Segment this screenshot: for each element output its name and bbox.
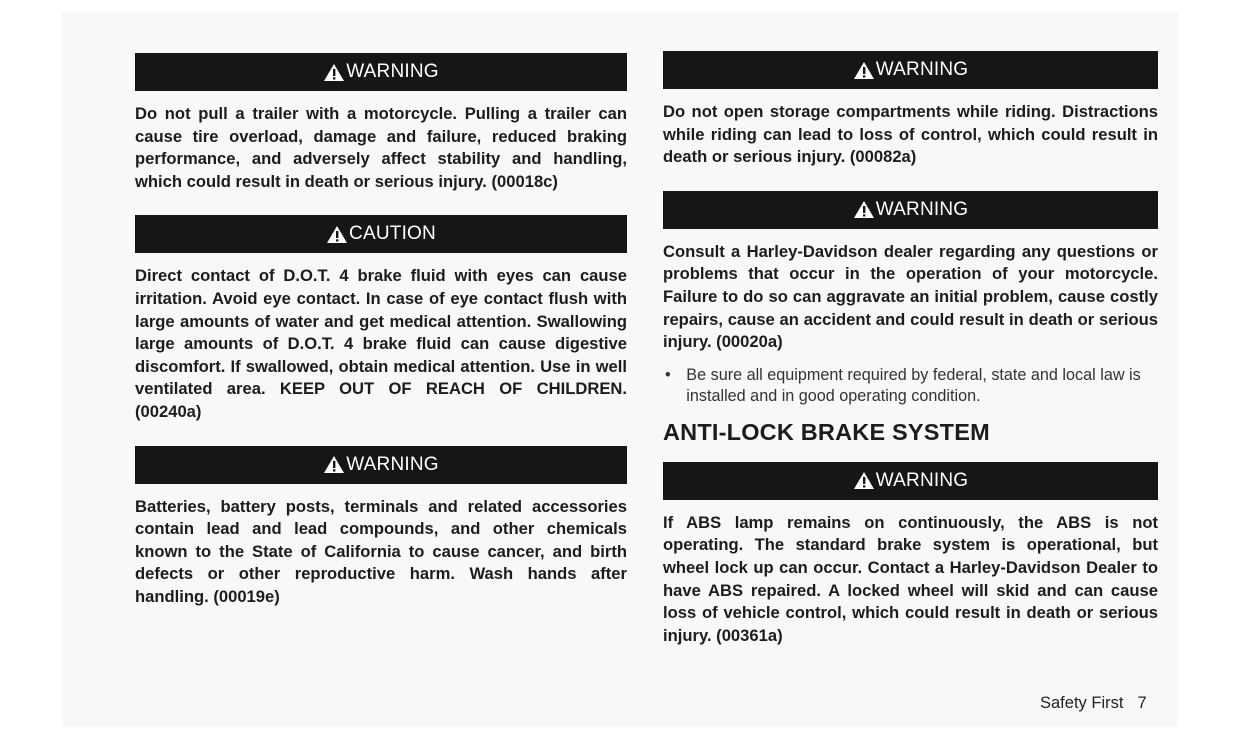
warning-triangle-icon	[853, 200, 875, 219]
banner-label: WARNING	[875, 469, 969, 491]
banner-label: CAUTION	[349, 223, 436, 245]
warning-banner	[663, 462, 1158, 500]
warning-triangle-icon	[323, 455, 345, 474]
warning-banner	[135, 53, 627, 91]
footer-section-title: Safety First	[1040, 694, 1124, 712]
banner-label: WARNING	[346, 453, 439, 475]
warning-triangle-icon	[853, 61, 875, 80]
warning-banner	[663, 51, 1158, 89]
right-column	[663, 51, 1158, 647]
warning-banner	[135, 446, 627, 484]
abs-warning-text: If ABS lamp remains on continuously, the ABS is not operating. The standard brake system is operational, but wheel lock up can occur. Contact a Harley-Davidson Dealer to have ABS repaired. A locked wheel will skid and can cause loss of vehicle control, which could result in death or serious injury. (00361a)	[663, 512, 1158, 645]
banner-label: WARNING	[346, 61, 439, 82]
warning-banner	[663, 191, 1158, 229]
banner-label: WARNING	[875, 59, 969, 80]
warning-triangle-icon	[326, 225, 348, 244]
page-number: 7	[1137, 694, 1147, 712]
warning-text: Do not open storage compartments while riding. Distractions while riding can lead to loss of control, which could result in death or serious injury. (00082a)	[663, 102, 1158, 167]
warning-text: Batteries, battery posts, terminals and related accessories contain lead and lead compounds, and other chemicals known to the State of California to cause cancer, and birth defects or other reproductive harm. Wash hands after handling. (00019e)	[135, 496, 627, 606]
bullet-item	[663, 365, 1158, 407]
warning-triangle-icon	[323, 63, 345, 82]
caution-banner	[135, 215, 627, 253]
left-column	[135, 53, 627, 609]
section-heading: ANTI-LOCK BRAKE SYSTEM	[663, 418, 990, 445]
caution-text: Direct contact of D.O.T. 4 brake fluid with eyes can cause irritation. Avoid eye contact. In case of eye contact flush with large amounts of water and get medical attention. Swallowing large amounts of D.O.T. 4 brake fluid can cause digestive discomfort. If swallowed, obtain medical attention. Use in well ventilated area. KEEP OUT OF REACH OF CHILDREN. (00240a)	[135, 266, 627, 421]
page-footer	[1040, 694, 1147, 713]
bullet-icon: •	[665, 365, 671, 384]
warning-triangle-icon	[853, 471, 875, 490]
warning-text: Consult a Harley-Davidson dealer regarding any questions or problems that occur in the operation of your motorcycle. Failure to do so can aggravate an initial problem, cause costly repairs, cause an accident and could result in death or serious injury. (00020a)	[663, 241, 1158, 352]
bullet-text: Be sure all equipment required by federal, state and local law is installed and in good operating condition.	[686, 365, 1141, 405]
warning-text: Do not pull a trailer with a motorcycle. Pulling a trailer can cause tire overload, damage and failure, reduced braking performance, and adversely affect stability and handling, which could result in death or serious injury. (00018c)	[135, 104, 627, 191]
banner-label: WARNING	[875, 198, 969, 220]
